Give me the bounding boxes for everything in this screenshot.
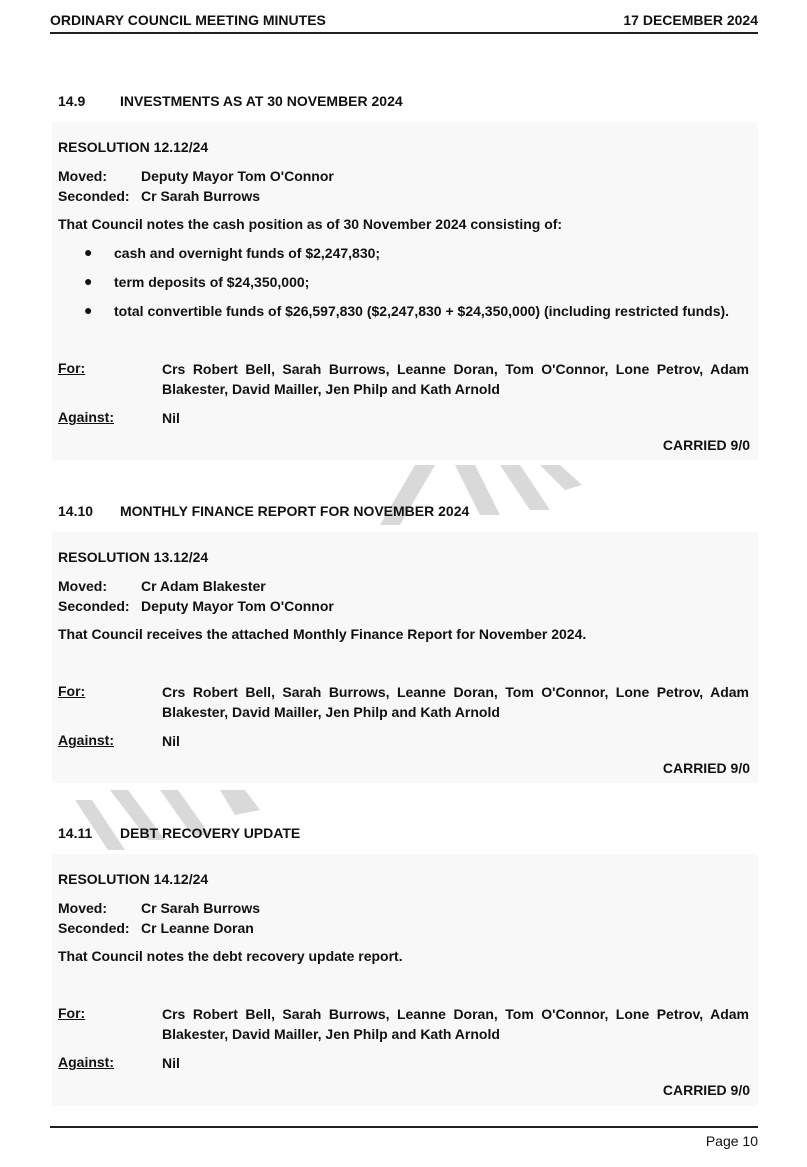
moved-label: Moved: <box>58 578 107 594</box>
for-label: For: <box>58 1005 86 1021</box>
mover: Deputy Mayor Tom O'Connor <box>141 168 334 184</box>
seconder: Cr Leanne Doran <box>141 920 254 936</box>
resolution-panel <box>52 122 758 460</box>
bullet-icon: ● <box>84 273 93 289</box>
moved-row <box>58 168 334 184</box>
motion-text: That Council notes the debt recovery update report. <box>58 948 403 964</box>
against-label: Against: <box>58 409 114 425</box>
vote-result: CARRIED 9/0 <box>662 437 750 453</box>
for-label: For: <box>58 360 86 376</box>
seconded-row <box>58 188 260 204</box>
bullet-list <box>82 245 729 332</box>
seconded-row <box>58 598 334 614</box>
seconder: Deputy Mayor Tom O'Connor <box>141 598 334 614</box>
section-number: 14.10 <box>58 503 94 519</box>
seconded-label: Seconded: <box>58 920 130 936</box>
against-voters: Nil <box>162 733 180 749</box>
resolution-number: RESOLUTION 14.12/24 <box>58 871 209 887</box>
seconded-row <box>58 920 254 936</box>
list-item <box>82 274 729 303</box>
vote-result: CARRIED 9/0 <box>662 1082 750 1098</box>
section-title: INVESTMENTS AS AT 30 NOVEMBER 2024 <box>120 93 403 109</box>
against-voters: Nil <box>162 1055 180 1071</box>
seconder: Cr Sarah Burrows <box>141 188 261 204</box>
list-item <box>82 245 729 274</box>
section-heading <box>58 503 469 519</box>
for-voters: Crs Robert Bell, Sarah Burrows, Leanne Doran, Tom O'Connor, Lone Petrov, Adam Blakester, David Mailler, Jen Philp and Kath Arnold <box>162 1006 749 1042</box>
resolution-panel <box>52 532 758 783</box>
section-title: DEBT RECOVERY UPDATE <box>120 825 301 841</box>
section-title: MONTHLY FINANCE REPORT FOR NOVEMBER 2024 <box>120 503 470 519</box>
mover: Cr Sarah Burrows <box>141 900 261 916</box>
resolution-number: RESOLUTION 12.12/24 <box>58 139 209 155</box>
mover: Cr Adam Blakester <box>141 578 266 594</box>
list-item-text: term deposits of $24,350,000; <box>114 274 310 290</box>
list-item-text: total convertible funds of $26,597,830 ($2,247,830 + $24,350,000) (including restricted funds). <box>114 303 730 319</box>
seconded-label: Seconded: <box>58 188 130 204</box>
against-voters: Nil <box>162 410 180 426</box>
moved-row <box>58 900 260 916</box>
seconded-label: Seconded: <box>58 598 130 614</box>
section-heading <box>58 825 300 841</box>
list-item <box>82 303 729 332</box>
section-heading <box>58 93 403 109</box>
meeting-date: 17 DECEMBER 2024 <box>623 12 758 28</box>
footer-divider <box>50 1126 758 1128</box>
for-voters: Crs Robert Bell, Sarah Burrows, Leanne Doran, Tom O'Connor, Lone Petrov, Adam Blakester, David Mailler, Jen Philp and Kath Arnold <box>162 684 749 720</box>
moved-label: Moved: <box>58 900 107 916</box>
section-number: 14.9 <box>58 93 86 109</box>
bullet-icon: ● <box>84 302 93 318</box>
document-title: ORDINARY COUNCIL MEETING MINUTES <box>50 12 326 28</box>
moved-label: Moved: <box>58 168 107 184</box>
section-number: 14.11 <box>58 825 93 841</box>
against-label: Against: <box>58 1054 114 1070</box>
resolution-panel <box>52 854 758 1106</box>
watermark-graphic <box>360 460 590 530</box>
for-label: For: <box>58 683 86 699</box>
resolution-number: RESOLUTION 13.12/24 <box>58 549 209 565</box>
for-voters: Crs Robert Bell, Sarah Burrows, Leanne Doran, Tom O'Connor, Lone Petrov, Adam Blakester, David Mailler, Jen Philp and Kath Arnold <box>162 361 749 397</box>
against-label: Against: <box>58 732 114 748</box>
motion-text: That Council notes the cash position as of 30 November 2024 consisting of: <box>58 216 563 232</box>
bullet-icon: ● <box>84 244 93 260</box>
vote-result: CARRIED 9/0 <box>662 760 750 776</box>
page-number: Page 10 <box>705 1133 758 1149</box>
watermark-graphic <box>70 785 270 855</box>
motion-text: That Council receives the attached Monthly Finance Report for November 2024. <box>58 626 587 642</box>
list-item-text: cash and overnight funds of $2,247,830; <box>114 245 381 261</box>
moved-row <box>58 578 266 594</box>
page-header <box>50 10 758 34</box>
